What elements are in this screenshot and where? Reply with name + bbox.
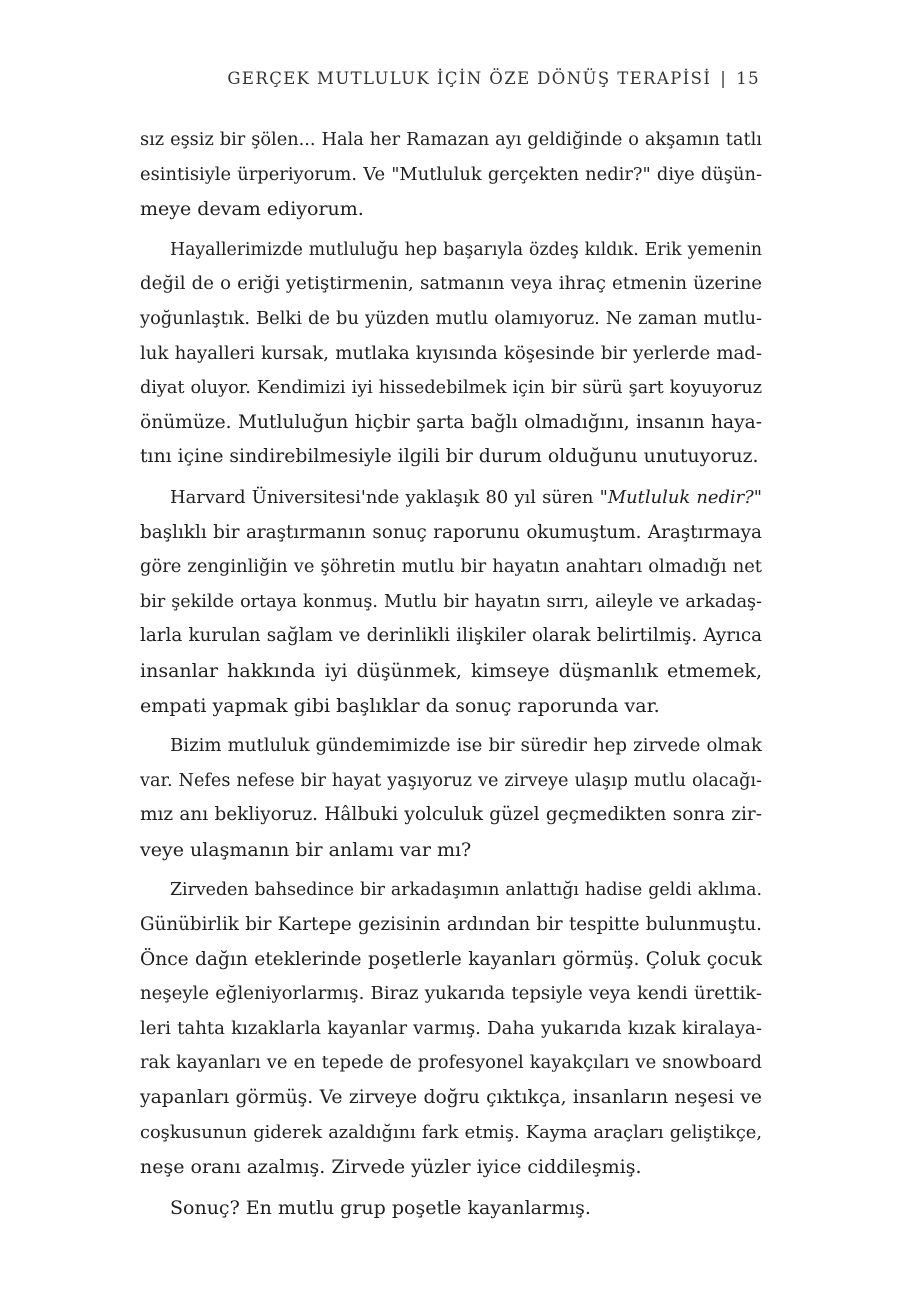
text-line: Önce dağın eteklerinde poşetlerle kayanları görmüş. Çoluk çocuk xyxy=(140,948,762,970)
text-line: diyat oluyor. Kendimizi iyi hissedebilmek için bir sürü şart koyuyoruz xyxy=(140,378,762,399)
study-title: "Mutluluk nedir?" xyxy=(599,486,762,508)
text-line: göre zenginliğin ve şöhretin mutlu bir hayatın anahtarı olmadığı net xyxy=(140,556,762,578)
text-line: Zirveden bahsedince bir arkadaşımın anlattığı hadise geldi aklıma. xyxy=(170,880,762,901)
text-line: var. Nefes nefese bir hayat yaşıyoruz ve zirveye ulaşıp mutlu olacağı- xyxy=(140,770,762,791)
text-line: neşeyle eğleniyorlarmış. Biraz yukarıda tepsiyle veya kendi ürettik- xyxy=(140,983,762,1005)
text-line: neşe oranı azalmış. Zirvede yüzler iyice ciddileşmiş. xyxy=(140,1156,642,1179)
text-line: insanlar hakkında iyi düşünmek, kimseye düşmanlık etmemek, xyxy=(140,659,762,682)
page-number: 15 xyxy=(736,69,760,88)
text-line: önümüze. Mutluluğun hiçbir şarta bağlı olmadığını, insanın haya- xyxy=(140,411,762,433)
text-line: Günübirlik bir Kartepe gezisinin ardından bir tespitte bulunmuştu. xyxy=(140,914,762,936)
text-line: mız anı bekliyoruz. Hâlbuki yolculuk güzel geçmedikten sonra zir- xyxy=(140,804,762,826)
text-line: yapanları görmüş. Ve zirveye doğru çıktıkça, insanların neşesi ve xyxy=(140,1087,762,1109)
text-line xyxy=(140,481,762,516)
text-line: Bizim mutluluk gündemimizde ise bir süredir hep zirvede olmak xyxy=(170,735,762,757)
text-line: yoğunlaştık. Belki de bu yüzden mutlu olamıyoruz. Ne zaman mutlu- xyxy=(140,307,762,329)
text-line: luk hayalleri kursak, mutlaka kıyısında köşesinde bir yerlerde mad- xyxy=(140,342,762,364)
text-line: Sonuç? En mutlu grup poşetle kayanlarmış. xyxy=(170,1196,591,1219)
paragraph-4 xyxy=(140,729,762,867)
text-line: Hayallerimizde mutluluğu hep başarıyla özdeş kıldık. Erik yemenin xyxy=(170,239,762,260)
paragraph-1 xyxy=(140,123,762,227)
paragraph-3 xyxy=(140,481,762,723)
text-line: başlıklı bir araştırmanın sonuç raporunu okumuştum. Araştırmaya xyxy=(140,521,762,543)
text-line: veye ulaşmanın bir anlamı var mı? xyxy=(140,838,472,861)
running-header xyxy=(140,69,760,88)
text-line: rak kayanları ve en tepede de profesyonel kayakçıları ve snowboard xyxy=(140,1052,762,1074)
text-line: değil de o eriği yetiştirmenin, satmanın veya ihraç etmenin üzerine xyxy=(140,273,762,295)
paragraph-2 xyxy=(140,233,762,475)
text-line: coşkusunun giderek azaldığını fark etmiş. Kayma araçları geliştikçe, xyxy=(140,1121,762,1143)
paragraph-6 xyxy=(140,1191,762,1226)
text-line: empati yapmak gibi başlıklar da sonuç raporunda var. xyxy=(140,694,660,717)
book-title: GERÇEK MUTLULUK İÇİN ÖZE DÖNÜŞ TERAPİSİ xyxy=(227,69,712,88)
text-line: leri tahta kızaklarla kayanlar varmış. Daha yukarıda kızak kiralaya- xyxy=(140,1017,762,1039)
text-line: esintisiyle ürperiyorum. Ve "Mutluluk gerçekten nedir?" diye düşün- xyxy=(140,163,762,185)
text-line: meye devam ediyorum. xyxy=(140,198,364,221)
text-line: larla kurulan sağlam ve derinlikli ilişkiler olarak belirtilmiş. Ayrıca xyxy=(140,625,762,647)
text-line: tını içine sindirebilmesiyle ilgili bir durum olduğunu unutuyoruz. xyxy=(140,446,759,468)
text-run: Harvard Üniversitesi'nde yaklaşık 80 yıl süren xyxy=(170,486,600,508)
text-line: bir şekilde ortaya konmuş. Mutlu bir hayatın sırrı, aileyle ve arkadaş- xyxy=(140,591,762,612)
paragraph-5 xyxy=(140,873,762,1184)
text-line: sız eşsiz bir şölen... Hala her Ramazan ayı geldiğinde o akşamın tatlı xyxy=(140,130,762,150)
header-separator: | xyxy=(720,69,728,88)
body-text xyxy=(140,123,762,1225)
